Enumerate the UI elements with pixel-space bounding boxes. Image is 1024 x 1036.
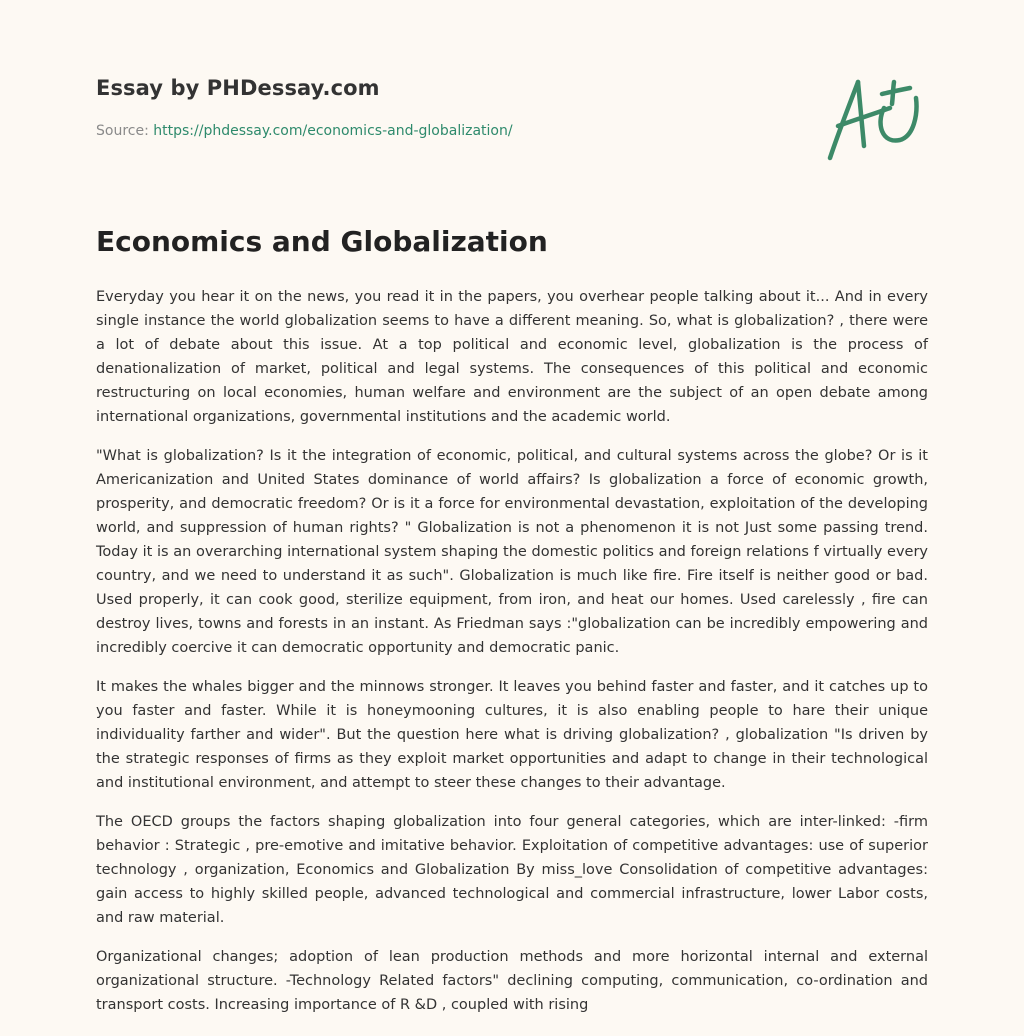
essay-paragraph-4: The OECD groups the factors shaping globalization into four general categories, which are inter-linked: -firm behavior : Strategic , pre-emotive and imitative behavior. Exploitation of competitive advantages: use of superior technology , organization, Economics and Globalization By miss_love Consolidation of competitive advantages: gain access to highly skilled people, advanced technological and commercial infrastructure, lower Labor costs, and raw material. xyxy=(96,814,928,926)
essay-paragraph-5: Organizational changes; adoption of lean production methods and more horizontal internal and external organizational structure. -Technology Related factors" declining computing, communication, co-ordination and transport costs. Increasing importance of R &D , coupled with rising xyxy=(96,949,928,1013)
source-line xyxy=(96,123,513,139)
essay-body xyxy=(96,285,928,1032)
essay-title: Economics and Globalization xyxy=(96,225,548,258)
source-link[interactable]: https://phdessay.com/economics-and-globalization/ xyxy=(153,123,513,139)
brand-name: Essay by PHDessay.com xyxy=(96,76,380,100)
source-label: Source: xyxy=(96,123,149,139)
a-plus-grade-icon xyxy=(824,64,928,164)
essay-paragraph-3: It makes the whales bigger and the minnows stronger. It leaves you behind faster and faster, and it catches up to you faster and faster. While it is honeymooning cultures, it is also enabling people to hare their unique individuality farther and wider". But the question here what is driving globalization? , globalization "Is driven by the strategic responses of firms as they exploit market opportunities and adapt to change in their technological and institutional environment, and attempt to steer these changes to their advantage. xyxy=(96,679,928,791)
essay-paragraph-1: Everyday you hear it on the news, you read it in the papers, you overhear people talking about it... And in every single instance the world globalization seems to have a different meaning. So, what is globalization? , there were a lot of debate about this issue. At a top political and economic level, globalization is the process of denationalization of market, political and legal systems. The consequences of this political and economic restructuring on local economies, human welfare and environment are the subject of an open debate among international organizations, governmental institutions and the academic world. xyxy=(96,289,928,425)
essay-paragraph-2: "What is globalization? Is it the integration of economic, political, and cultural systems across the globe? Or is it Americanization and United States dominance of world affairs? Is globalization a force of economic growth, prosperity, and democratic freedom? Or is it a force for environmental devastation, exploitation of the developing world, and suppression of human rights? " Globalization is not a phenomenon it is not Just some passing trend. Today it is an overarching international system shaping the domestic politics and foreign relations f virtually every country, and we need to understand it as such". Globalization is much like fire. Fire itself is neither good or bad. Used properly, it can cook good, sterilize equipment, from iron, and heat our homes. Used carelessly , fire can destroy lives, towns and forests in an instant. As Friedman says :"globalization can be incredibly empowering and incredibly coercive it can democratic opportunity and democratic panic. xyxy=(96,448,928,656)
